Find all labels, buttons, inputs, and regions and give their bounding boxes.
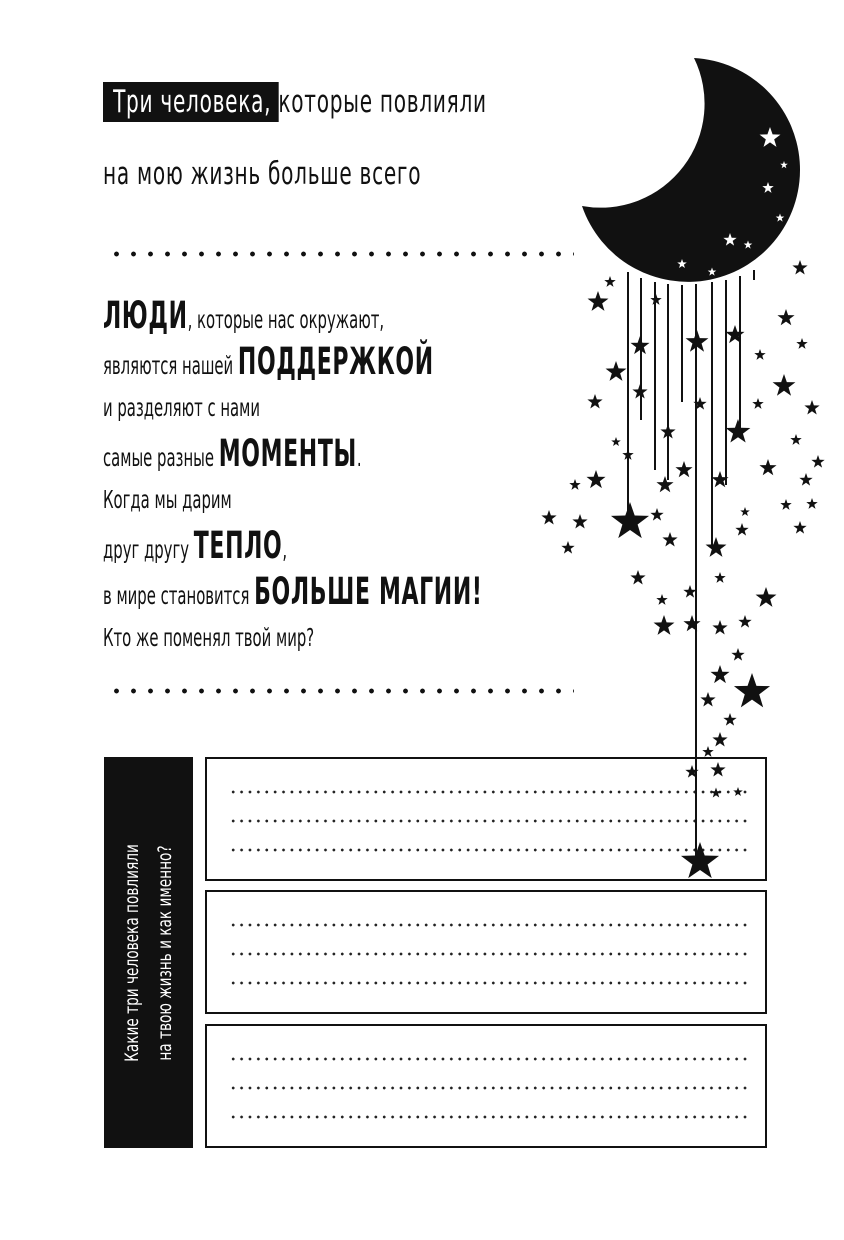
intro-line: самые разные МОМЕНТЫ.	[103, 432, 362, 475]
intro-line: ЛЮДИ, которые нас окружают,	[103, 294, 385, 337]
intro-line: друг другу ТЕПЛО,	[103, 524, 288, 567]
intro-line: являются нашей ПОДДЕРЖКОЙ	[103, 340, 434, 383]
intro-line: Когда мы дарим	[103, 485, 232, 514]
intro-question: Кто же поменял твой мир?	[103, 623, 315, 652]
page-title-line2: на мою жизнь больше всего	[103, 156, 422, 192]
intro-line: и разделяют с нами	[103, 393, 260, 422]
intro-line: в мире становится БОЛЬШЕ МАГИИ!	[103, 570, 483, 613]
title-highlight: Три человека,	[103, 82, 278, 122]
side-question: Какие три человека повлияли на твою жизнь и как именно?	[120, 843, 176, 1062]
title-rest: которые повлияли	[278, 84, 487, 120]
